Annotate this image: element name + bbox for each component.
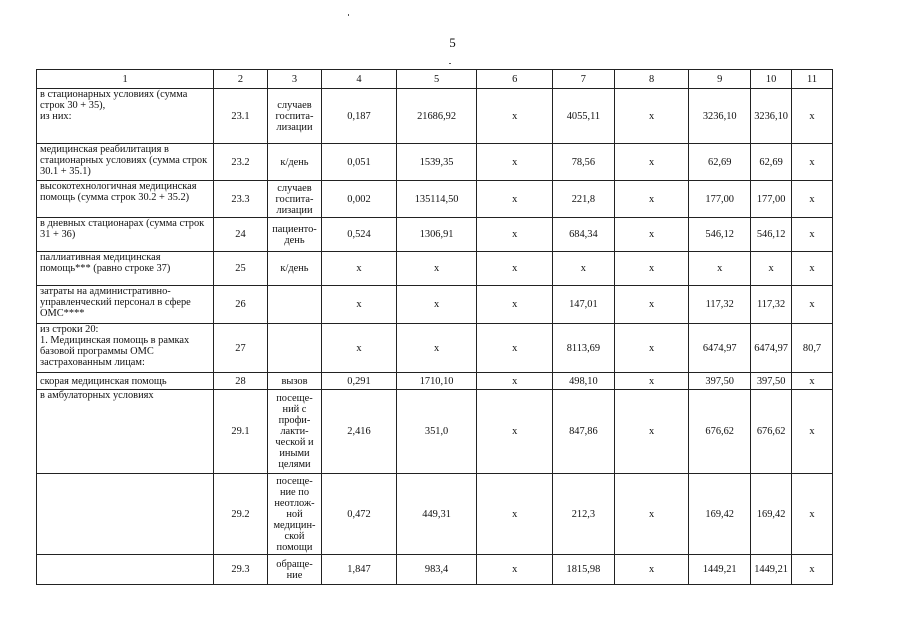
cell-col-8: х <box>614 286 688 324</box>
cell-col-11: 80,7 <box>792 324 833 373</box>
cell-col-4: х <box>322 324 396 373</box>
row-name <box>37 474 214 555</box>
row-code: 28 <box>214 373 267 390</box>
table-row <box>37 286 833 324</box>
col-header: 3 <box>267 70 322 89</box>
cell-col-4: 0,472 <box>322 474 396 555</box>
cell-col-9: 177,00 <box>689 181 751 218</box>
page-number: 5 <box>449 35 456 50</box>
cell-col-7: 78,56 <box>552 144 614 181</box>
cell-col-8: х <box>614 218 688 252</box>
cell-col-7: 684,34 <box>552 218 614 252</box>
data-table <box>36 69 833 585</box>
cell-col-9: 62,69 <box>689 144 751 181</box>
cell-col-11: х <box>792 286 833 324</box>
table-row <box>37 373 833 390</box>
row-code: 25 <box>214 252 267 286</box>
cell-col-11: х <box>792 555 833 585</box>
row-unit: к/день <box>267 144 322 181</box>
cell-col-6: х <box>477 144 553 181</box>
col-header: 7 <box>552 70 614 89</box>
row-name: паллиативная медицинская помощь*** (равно строке 37) <box>37 252 214 286</box>
cell-col-5: 135114,50 <box>396 181 477 218</box>
cell-col-8: х <box>614 252 688 286</box>
col-header: 4 <box>322 70 396 89</box>
row-name: высокотехнологичная медицинская помощь (сумма строк 30.2 + 35.2) <box>37 181 214 218</box>
cell-col-7: 1815,98 <box>552 555 614 585</box>
cell-col-8: х <box>614 373 688 390</box>
cell-col-9: 546,12 <box>689 218 751 252</box>
cell-col-10: 177,00 <box>751 181 792 218</box>
col-header: 9 <box>689 70 751 89</box>
cell-col-8: х <box>614 181 688 218</box>
cell-col-10: 62,69 <box>751 144 792 181</box>
row-name <box>37 555 214 585</box>
cell-col-10: 6474,97 <box>751 324 792 373</box>
cell-col-5: 1306,91 <box>396 218 477 252</box>
cell-col-4: 0,002 <box>322 181 396 218</box>
header-row <box>37 70 833 89</box>
cell-col-6: х <box>477 89 553 144</box>
table-row <box>37 474 833 555</box>
cell-col-9: 117,32 <box>689 286 751 324</box>
cell-col-5: х <box>396 252 477 286</box>
row-name: из строки 20: 1. Медицинская помощь в рамках базовой программы ОМС застрахованным лицам: <box>37 324 214 373</box>
cell-col-7: 221,8 <box>552 181 614 218</box>
cell-col-4: 2,416 <box>322 390 396 474</box>
cell-col-4: 0,524 <box>322 218 396 252</box>
cell-col-7: 8113,69 <box>552 324 614 373</box>
cell-col-7: 4055,11 <box>552 89 614 144</box>
cell-col-11: х <box>792 252 833 286</box>
table-row <box>37 218 833 252</box>
cell-col-5: 449,31 <box>396 474 477 555</box>
cell-col-9: х <box>689 252 751 286</box>
cell-col-9: 169,42 <box>689 474 751 555</box>
cell-col-8: х <box>614 555 688 585</box>
cell-col-7: 847,86 <box>552 390 614 474</box>
cell-col-6: х <box>477 324 553 373</box>
cell-col-6: х <box>477 286 553 324</box>
cell-col-6: х <box>477 181 553 218</box>
cell-col-9: 676,62 <box>689 390 751 474</box>
table-row <box>37 555 833 585</box>
cell-col-9: 6474,97 <box>689 324 751 373</box>
scan-speck <box>348 14 349 16</box>
table-row <box>37 89 833 144</box>
cell-col-10: 117,32 <box>751 286 792 324</box>
cell-col-10: 397,50 <box>751 373 792 390</box>
col-header: 2 <box>214 70 267 89</box>
row-code: 27 <box>214 324 267 373</box>
cell-col-11: х <box>792 89 833 144</box>
cell-col-11: х <box>792 218 833 252</box>
cell-col-10: 169,42 <box>751 474 792 555</box>
col-header: 6 <box>477 70 553 89</box>
cell-col-8: х <box>614 89 688 144</box>
row-code: 24 <box>214 218 267 252</box>
row-unit <box>267 324 322 373</box>
cell-col-4: 0,291 <box>322 373 396 390</box>
cell-col-6: х <box>477 252 553 286</box>
cell-col-8: х <box>614 324 688 373</box>
row-code: 23.1 <box>214 89 267 144</box>
cell-col-10: 3236,10 <box>751 89 792 144</box>
cell-col-5: 983,4 <box>396 555 477 585</box>
table-row <box>37 181 833 218</box>
row-unit: посеще-ние по неотлож-ной медицин-ской помощи <box>267 474 322 555</box>
table-row <box>37 390 833 474</box>
cell-col-10: 676,62 <box>751 390 792 474</box>
row-name: в стационарных условиях (сумма строк 30 + 35), из них: <box>37 89 214 144</box>
cell-col-11: х <box>792 474 833 555</box>
row-unit: посеще-ний с профи-лакти-ческой и иными целями <box>267 390 322 474</box>
scan-speck <box>449 63 451 64</box>
cell-col-4: 1,847 <box>322 555 396 585</box>
col-header: 5 <box>396 70 477 89</box>
col-header: 8 <box>614 70 688 89</box>
row-name: затраты на административно-управленческий персонал в сфере ОМС**** <box>37 286 214 324</box>
cell-col-5: 1710,10 <box>396 373 477 390</box>
row-unit: пациенто-день <box>267 218 322 252</box>
row-code: 29.1 <box>214 390 267 474</box>
row-name: в амбулаторных условиях <box>37 390 214 474</box>
cell-col-10: х <box>751 252 792 286</box>
cell-col-8: х <box>614 144 688 181</box>
cell-col-9: 397,50 <box>689 373 751 390</box>
row-code: 29.2 <box>214 474 267 555</box>
cell-col-4: х <box>322 286 396 324</box>
cell-col-7: 212,3 <box>552 474 614 555</box>
row-code: 26 <box>214 286 267 324</box>
table-row <box>37 252 833 286</box>
row-unit: вызов <box>267 373 322 390</box>
cell-col-11: х <box>792 144 833 181</box>
row-name: в дневных стационарах (сумма строк 31 + 36) <box>37 218 214 252</box>
cell-col-5: х <box>396 286 477 324</box>
cell-col-7: х <box>552 252 614 286</box>
row-code: 29.3 <box>214 555 267 585</box>
cell-col-6: х <box>477 390 553 474</box>
col-header: 1 <box>37 70 214 89</box>
row-unit: обраще-ние <box>267 555 322 585</box>
cell-col-6: х <box>477 373 553 390</box>
cell-col-5: 1539,35 <box>396 144 477 181</box>
cell-col-6: х <box>477 555 553 585</box>
cell-col-7: 147,01 <box>552 286 614 324</box>
row-unit: случаев госпита-лизации <box>267 89 322 144</box>
cell-col-10: 546,12 <box>751 218 792 252</box>
cell-col-9: 1449,21 <box>689 555 751 585</box>
cell-col-4: 0,051 <box>322 144 396 181</box>
cell-col-11: х <box>792 373 833 390</box>
row-name: скорая медицинская помощь <box>37 373 214 390</box>
col-header: 10 <box>751 70 792 89</box>
cell-col-5: 21686,92 <box>396 89 477 144</box>
cell-col-11: х <box>792 390 833 474</box>
row-code: 23.2 <box>214 144 267 181</box>
row-code: 23.3 <box>214 181 267 218</box>
row-unit: к/день <box>267 252 322 286</box>
table-row <box>37 144 833 181</box>
cell-col-7: 498,10 <box>552 373 614 390</box>
cell-col-8: х <box>614 474 688 555</box>
cell-col-10: 1449,21 <box>751 555 792 585</box>
col-header: 11 <box>792 70 833 89</box>
row-unit: случаев госпита-лизации <box>267 181 322 218</box>
cell-col-11: х <box>792 181 833 218</box>
cell-col-8: х <box>614 390 688 474</box>
table-row <box>37 324 833 373</box>
cell-col-4: х <box>322 252 396 286</box>
cell-col-5: 351,0 <box>396 390 477 474</box>
cell-col-6: х <box>477 474 553 555</box>
row-name: медицинская реабилитация в стационарных условиях (сумма строк 30.1 + 35.1) <box>37 144 214 181</box>
cell-col-5: х <box>396 324 477 373</box>
cell-col-6: х <box>477 218 553 252</box>
cell-col-4: 0,187 <box>322 89 396 144</box>
row-unit <box>267 286 322 324</box>
cell-col-9: 3236,10 <box>689 89 751 144</box>
